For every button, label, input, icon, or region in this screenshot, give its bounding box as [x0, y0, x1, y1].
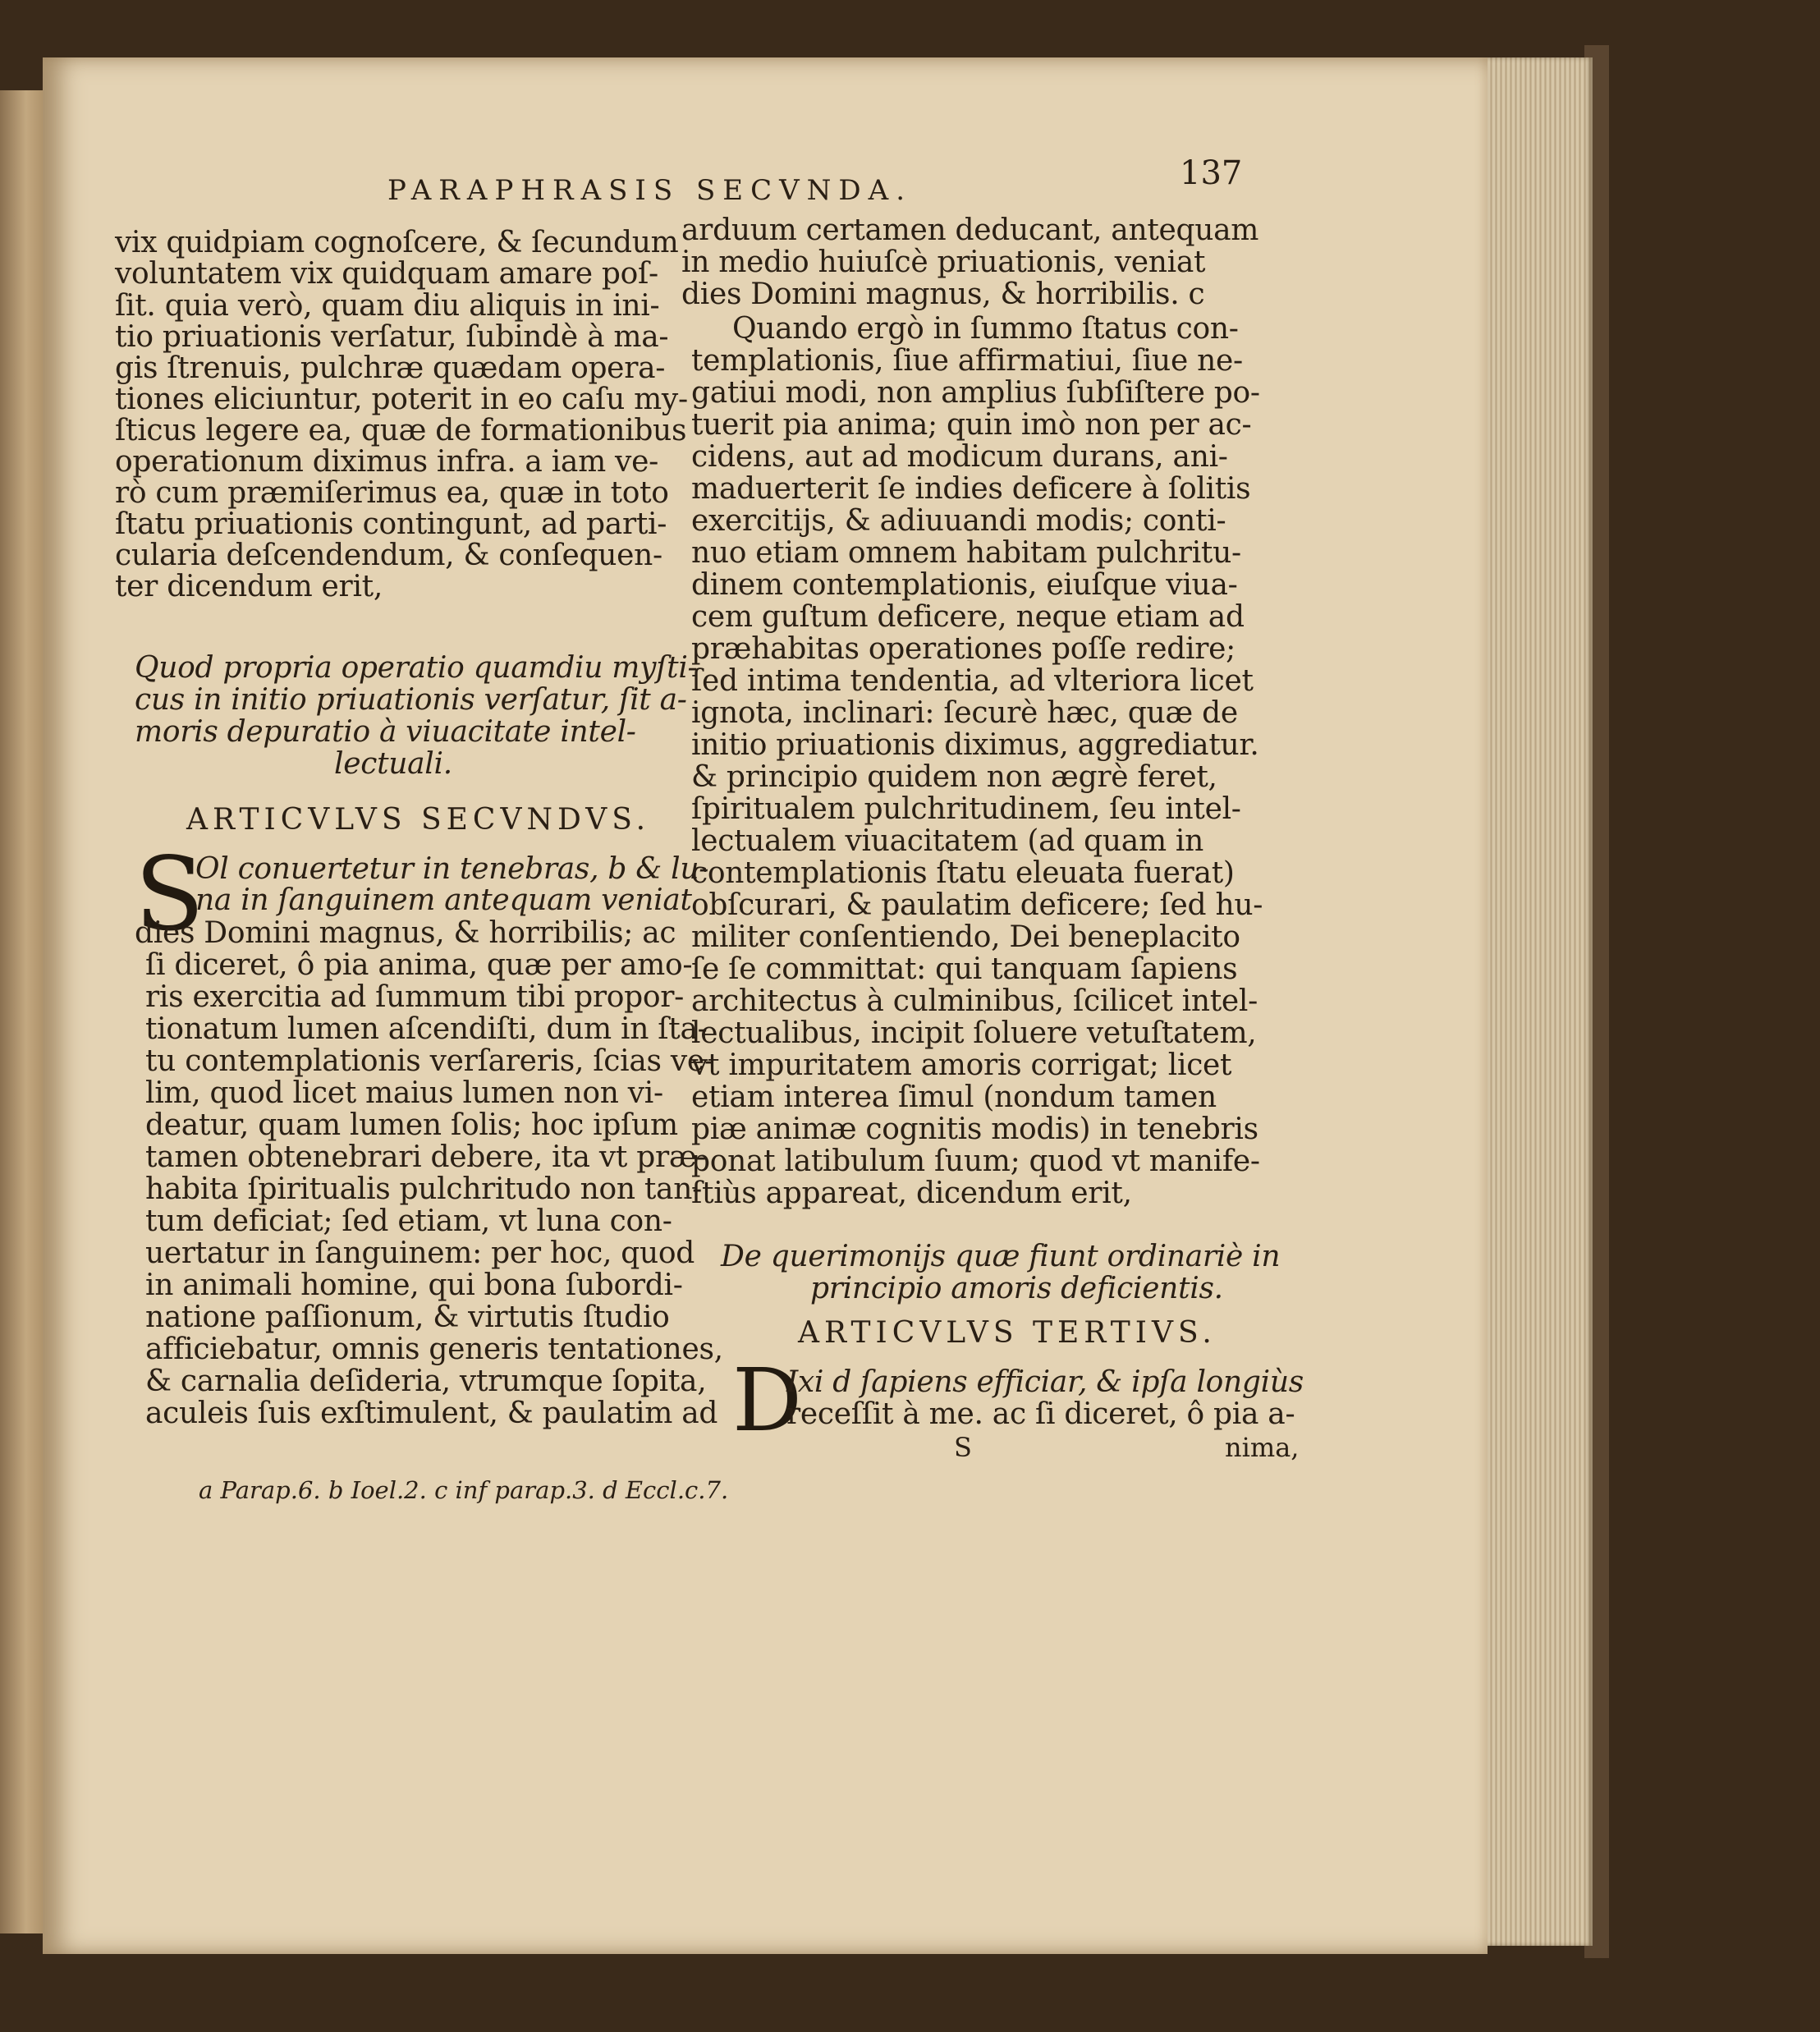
text-line: gis ſtrenuis, pulchræ quædam opera- [115, 351, 666, 385]
text-line: Ol conuertetur in tenebras, b & lu- [195, 852, 709, 886]
text-line: tiones eliciuntur, poterit in eo caſu my- [115, 383, 688, 416]
text-line: ſed intima tendentia, ad vlteriora licet [691, 664, 1254, 698]
text-line: ris exercitia ad ſummum tibi propor- [145, 980, 685, 1014]
text-line: receſſit à me. ac ſi diceret, ô pia a- [786, 1397, 1295, 1431]
page-fore-edge [1488, 57, 1593, 1946]
text-line: ſticus legere ea, quæ de formationibus [115, 414, 687, 447]
text-line: in animali homine, qui bona ſubordi- [145, 1268, 683, 1302]
text-line: etiam interea ſimul (nondum tamen [691, 1080, 1217, 1114]
text-line: tuerit pia anima; quin imò non per ac- [691, 408, 1252, 442]
text-line: ſtiùs appareat, dicendum erit, [691, 1177, 1132, 1210]
text-line: ter dicendum erit, [115, 570, 383, 603]
text-line: Quando ergò in ſummo ſtatus con- [732, 312, 1239, 346]
catchword: nima, [1225, 1432, 1300, 1463]
text-line: ſit. quia verò, quam diu aliquis in ini- [115, 289, 660, 323]
text-line: natione paſſionum, & virtutis ſtudio [145, 1300, 670, 1334]
text-line: na in ſanguinem antequam veniat [195, 883, 692, 917]
text-line: lim, quod licet maius lumen non vi- [145, 1076, 663, 1110]
text-line: cularia deſcendendum, & conſequen- [115, 539, 662, 572]
footnotes: a Parap.6. b Ioel.2. c inf parap.3. d Eccl.c.7. [199, 1476, 729, 1504]
article-heading: ARTICVLVS TERTIVS. [798, 1316, 1217, 1350]
text-line: operationum diximus infra. a iam ve- [115, 445, 658, 479]
text-line: cem guſtum deficere, neque etiam ad [691, 600, 1245, 634]
text-line: rò cum præmiſerimus ea, quæ in toto [115, 476, 669, 510]
text-line: in medio huiuſcè priuationis, veniat [681, 245, 1206, 279]
text-line: præhabitas operationes poſſe redire; [691, 632, 1235, 666]
text-line: Ixi d ſapiens efficiar, & ipſa longiùs [786, 1365, 1304, 1399]
text-line: ponat latibulum ſuum; quod vt manife- [691, 1144, 1260, 1178]
text-line: piæ animæ cognitis modis) in tenebris [691, 1112, 1258, 1146]
text-line: maduerterit ſe indies deficere à ſolitis [691, 472, 1251, 506]
text-line: uertatur in ſanguinem: per hoc, quod [145, 1236, 695, 1270]
text-line: tio priuationis verſatur, ſubindè à ma- [115, 320, 669, 354]
article-summary-line: moris depuratio à viuacitate intel- [135, 715, 636, 749]
text-line: ignota, inclinari: ſecurè hæc, quæ de [691, 696, 1238, 730]
article-summary-line: lectuali. [334, 747, 452, 781]
running-title: PARAPHRASIS SECVNDA. [387, 174, 913, 207]
article-summary-line: cus in initio priuationis verſatur, ſit a- [135, 683, 687, 717]
text-line: initio priuationis diximus, aggrediatur. [691, 728, 1259, 762]
book-page [43, 57, 1488, 1954]
text-line: & carnalia deſideria, vtrumque ſopita, [145, 1365, 707, 1398]
text-line: dies Domini magnus, & horribilis; ac [135, 916, 676, 950]
article-heading: ARTICVLVS SECVNDVS. [186, 803, 651, 837]
drop-cap: D [732, 1350, 802, 1451]
article-summary-line: Quod propria operatio quamdiu myſti- [135, 651, 698, 685]
text-line: dinem contemplationis, eiuſque viua- [691, 568, 1238, 602]
text-line: exercitijs, & adiuuandi modis; conti- [691, 504, 1226, 538]
text-line: templationis, ſiue affirmatiui, ſiue ne- [691, 344, 1243, 378]
text-line: deatur, quam lumen ſolis; hoc ipſum [145, 1108, 678, 1142]
article-summary-line: De querimonijs quæ fiunt ordinariè in [721, 1240, 1281, 1273]
text-line: vix quidpiam cognoſcere, & ſecundum [115, 226, 679, 259]
text-line: obſcurari, & paulatim deficere; ſed hu- [691, 888, 1263, 922]
text-line: ſe ſe committat: qui tanquam ſapiens [691, 952, 1238, 986]
text-line: tamen obtenebrari debere, ita vt præ- [145, 1140, 707, 1174]
text-line: tu contemplationis verſareris, ſcias ve- [145, 1044, 714, 1078]
text-line: lectualibus, incipit ſoluere vetuſtatem, [691, 1016, 1257, 1050]
text-line: contemplationis ſtatu eleuata fuerat) [691, 856, 1235, 890]
text-line: vt impuritatem amoris corrigat; licet [691, 1048, 1232, 1082]
text-line: militer conſentiendo, Dei beneplacito [691, 920, 1240, 954]
page-number: 137 [1180, 154, 1243, 192]
text-line: gatiui modi, non amplius ſubſiſtere po- [691, 376, 1260, 410]
text-line: ſtatu priuationis contingunt, ad parti- [115, 507, 667, 541]
text-line: dies Domini magnus, & horribilis. c [681, 278, 1205, 311]
text-line: tionatum lumen aſcendiſti, dum in ſta- [145, 1012, 708, 1046]
text-line: nuo etiam omnem habitam pulchritu- [691, 536, 1241, 570]
drop-cap: S [135, 836, 204, 954]
text-line: ſi diceret, ô pia anima, quæ per amo- [145, 948, 693, 982]
text-line: cidens, aut ad modicum durans, ani- [691, 440, 1228, 474]
text-line: & principio quidem non ægrè feret, [691, 760, 1217, 794]
text-line: architectus à culminibus, ſcilicet intel- [691, 984, 1258, 1018]
facing-page-edge [0, 90, 48, 1933]
text-line: arduum certamen deducant, antequam [681, 213, 1259, 247]
article-summary-line: principio amoris deficientis. [810, 1272, 1223, 1305]
text-line: voluntatem vix quidquam amare poſ- [115, 257, 658, 291]
text-line: ſpiritualem pulchritudinem, ſeu intel- [691, 792, 1241, 826]
signature-mark: S [954, 1432, 972, 1463]
text-line: aculeis ſuis exſtimulent, & paulatim ad [145, 1397, 718, 1430]
text-line: habita ſpiritualis pulchritudo non tan- [145, 1172, 702, 1206]
text-line: afficiebatur, omnis generis tentationes, [145, 1332, 723, 1366]
text-line: lectualem viuacitatem (ad quam in [691, 824, 1204, 858]
text-line: tum deficiat; ſed etiam, vt luna con- [145, 1204, 672, 1238]
